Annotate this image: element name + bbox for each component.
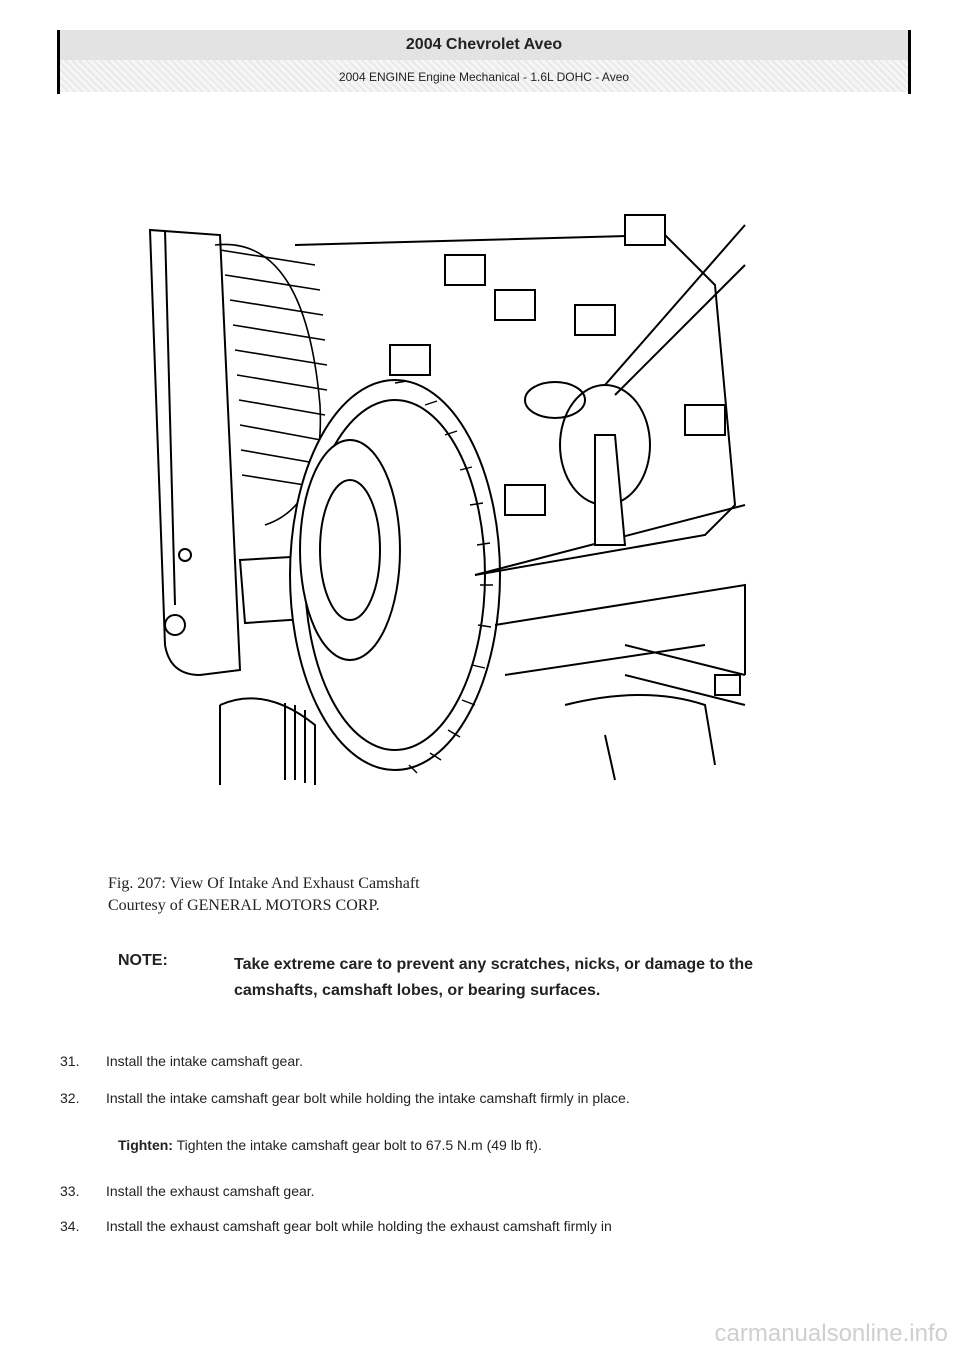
document-subtitle: 2004 ENGINE Engine Mechanical - 1.6L DOHC - Aveo bbox=[60, 60, 908, 92]
step-text: Install the intake camshaft gear. bbox=[106, 1053, 303, 1069]
step-number: 31. bbox=[60, 1053, 80, 1069]
step-31 bbox=[60, 1053, 303, 1069]
step-text: Install the exhaust camshaft gear bolt while holding the exhaust camshaft firmly in bbox=[106, 1218, 612, 1234]
tighten-spec bbox=[118, 1137, 542, 1153]
note-text: Take extreme care to prevent any scratches, nicks, or damage to the camshafts, camshaft lobes, or bearing surfaces. bbox=[234, 956, 754, 999]
tighten-text: Tighten the intake camshaft gear bolt to 67.5 N.m (49 lb ft). bbox=[176, 1137, 542, 1153]
step-34 bbox=[60, 1218, 612, 1234]
step-number: 33. bbox=[60, 1183, 80, 1199]
page-header bbox=[57, 30, 911, 94]
figure-caption bbox=[108, 873, 420, 917]
step-number: 34. bbox=[60, 1218, 80, 1234]
step-text: Install the intake camshaft gear bolt while holding the intake camshaft firmly in place. bbox=[106, 1090, 630, 1106]
step-text: Install the exhaust camshaft gear. bbox=[106, 1183, 315, 1199]
step-number: 32. bbox=[60, 1090, 80, 1106]
step-32 bbox=[60, 1090, 630, 1106]
note-label: NOTE: bbox=[118, 952, 168, 969]
figure-credit: Courtesy of GENERAL MOTORS CORP. bbox=[108, 897, 380, 914]
figure-title: Fig. 207: View Of Intake And Exhaust Camshaft bbox=[108, 875, 420, 892]
camshaft-illustration bbox=[145, 205, 755, 785]
step-33 bbox=[60, 1183, 315, 1199]
tighten-label: Tighten: bbox=[118, 1137, 173, 1153]
watermark: carmanualsonline.info bbox=[714, 1320, 948, 1347]
document-title: 2004 Chevrolet Aveo bbox=[60, 30, 908, 60]
